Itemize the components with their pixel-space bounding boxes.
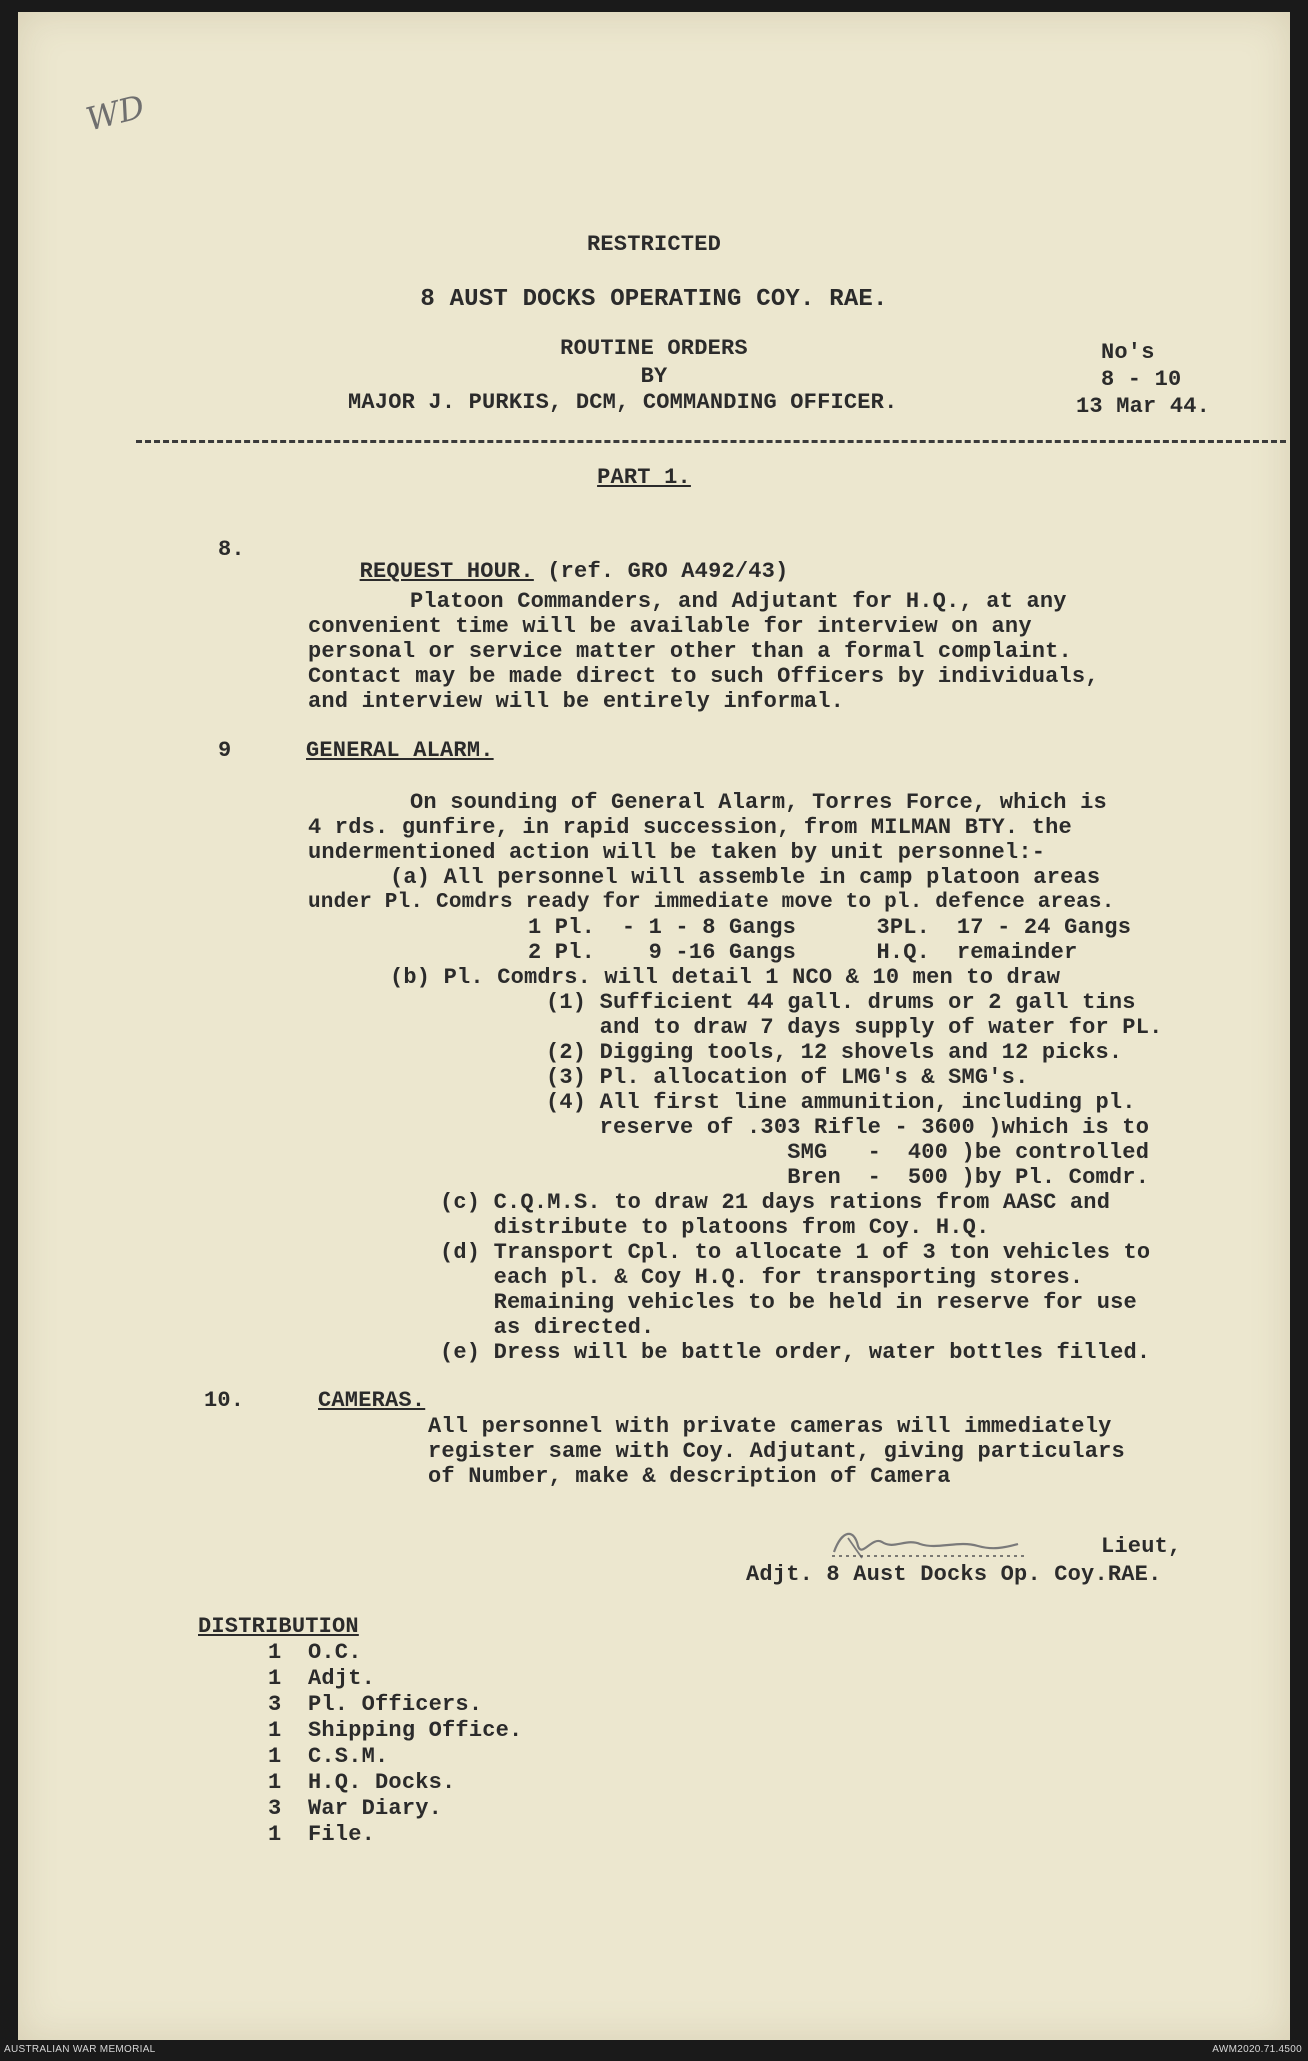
distribution-qty: 1 [268,1770,282,1795]
distribution-qty: 1 [268,1640,282,1665]
item-9-line: undermentioned action will be taken by unit personnel:- [308,840,1046,865]
item-9-line: and to draw 7 days supply of water for PL. [546,1015,1163,1040]
item-9-line: reserve of .303 Rifle - 3600 )which is to [546,1115,1150,1140]
order-numbers: 8 - 10 [1101,367,1182,392]
item-9-title: GENERAL ALARM. [306,738,494,763]
item-8-line: and interview will be entirely informal. [308,689,845,714]
item-10-line: of Number, make & description of Camera [428,1464,951,1489]
item-9-line: distribute to platoons from Coy. H.Q. [440,1215,990,1240]
item-9-line: (d) Transport Cpl. to allocate 1 of 3 ton vehicles to [440,1240,1151,1265]
margin-note: WD [82,87,149,139]
distribution-recipient: Adjt. [308,1666,376,1691]
signatory-appointment: Adjt. 8 Aust Docks Op. Coy.RAE. [746,1562,1162,1587]
item-9-line: (1) Sufficient 44 gall. drums or 2 gall tins [546,990,1136,1015]
item-9-line: 2 Pl. 9 -16 Gangs H.Q. remainder [528,940,1078,965]
distribution-recipient: War Diary. [308,1796,443,1821]
item-9-line: (3) Pl. allocation of LMG's & SMG's. [546,1065,1029,1090]
item-9-line: (b) Pl. Comdrs. will detail 1 NCO & 10 men to draw [390,965,1061,990]
item-8-reference: (ref. GRO A492/43) [533,559,789,584]
item-8-title: REQUEST HOUR. [359,559,534,584]
item-9-line: Bren - 500 )by Pl. Comdr. [546,1165,1150,1190]
item-9-line: (a) All personnel will assemble in camp platoon areas [390,865,1101,890]
by-line: BY [640,364,668,389]
order-numbers-label: No's [1101,340,1155,365]
item-8-number: 8. [218,537,245,562]
distribution-qty: 3 [268,1692,282,1717]
item-9-line: (2) Digging tools, 12 shovels and 12 picks. [546,1040,1123,1065]
document-type: ROUTINE ORDERS [560,336,748,361]
distribution-recipient: C.S.M. [308,1744,389,1769]
signatory-rank: Lieut, [1101,1534,1182,1559]
distribution-qty: 1 [268,1744,282,1769]
item-9-line: each pl. & Coy H.Q. for transporting stores. [440,1265,1084,1290]
item-9-line: 4 rds. gunfire, in rapid succession, from MILMAN BTY. the [308,815,1072,840]
item-10-number: 10. [204,1388,245,1413]
distribution-recipient: Shipping Office. [308,1718,523,1743]
part-heading: PART 1. [597,465,691,490]
item-8-line: Contact may be made direct to such Officers by individuals, [308,664,1099,689]
item-9-line: SMG - 400 )be controlled [546,1140,1150,1165]
distribution-qty: 1 [268,1822,282,1847]
distribution-recipient: O.C. [308,1640,362,1665]
distribution-qty: 3 [268,1796,282,1821]
document-page [18,12,1290,2040]
item-10-line: register same with Coy. Adjutant, giving particulars [428,1439,1125,1464]
item-9-line: as directed. [440,1315,655,1340]
distribution-recipient: Pl. Officers. [308,1692,483,1717]
item-9-line: 1 Pl. - 1 - 8 Gangs 3PL. 17 - 24 Gangs [528,915,1132,940]
issuer: MAJOR J. PURKIS, DCM, COMMANDING OFFICER. [348,390,898,415]
unit-name: 8 AUST DOCKS OPERATING COY. RAE. [420,286,888,313]
item-9-line: (e) Dress will be battle order, water bottles filled. [440,1340,1151,1365]
item-10-line: All personnel with private cameras will immediately [428,1414,1112,1439]
distribution-qty: 1 [268,1666,282,1691]
handwritten-signature [828,1522,1028,1562]
distribution-title: DISTRIBUTION [198,1614,359,1639]
item-9-line: On sounding of General Alarm, Torres Force, which is [410,790,1107,815]
item-9-number: 9 [218,738,232,763]
item-9-line: (4) All first line ammunition, including pl. [546,1090,1136,1115]
item-8-line: personal or service matter other than a formal complaint. [308,639,1072,664]
footer-accession-number: AWM2020.71.4500 [1212,2044,1302,2055]
distribution-qty: 1 [268,1718,282,1743]
item-9-line: under Pl. Comdrs ready for immediate move to pl. defence areas. [308,891,1115,914]
item-8-line: Platoon Commanders, and Adjutant for H.Q., at any [410,589,1067,614]
item-8-line: convenient time will be available for interview on any [308,614,1032,639]
distribution-recipient: File. [308,1822,376,1847]
item-9-line: (c) C.Q.M.S. to draw 21 days rations from AASC and [440,1190,1111,1215]
item-9-line: Remaining vehicles to be held in reserve for use [440,1290,1137,1315]
footer-archive-name: AUSTRALIAN WAR MEMORIAL [4,2044,156,2055]
document-date: 13 Mar 44. [1076,394,1211,419]
classification: RESTRICTED [586,232,722,257]
distribution-recipient: H.Q. Docks. [308,1770,456,1795]
item-10-title: CAMERAS. [318,1388,426,1413]
header-divider [136,440,1286,443]
